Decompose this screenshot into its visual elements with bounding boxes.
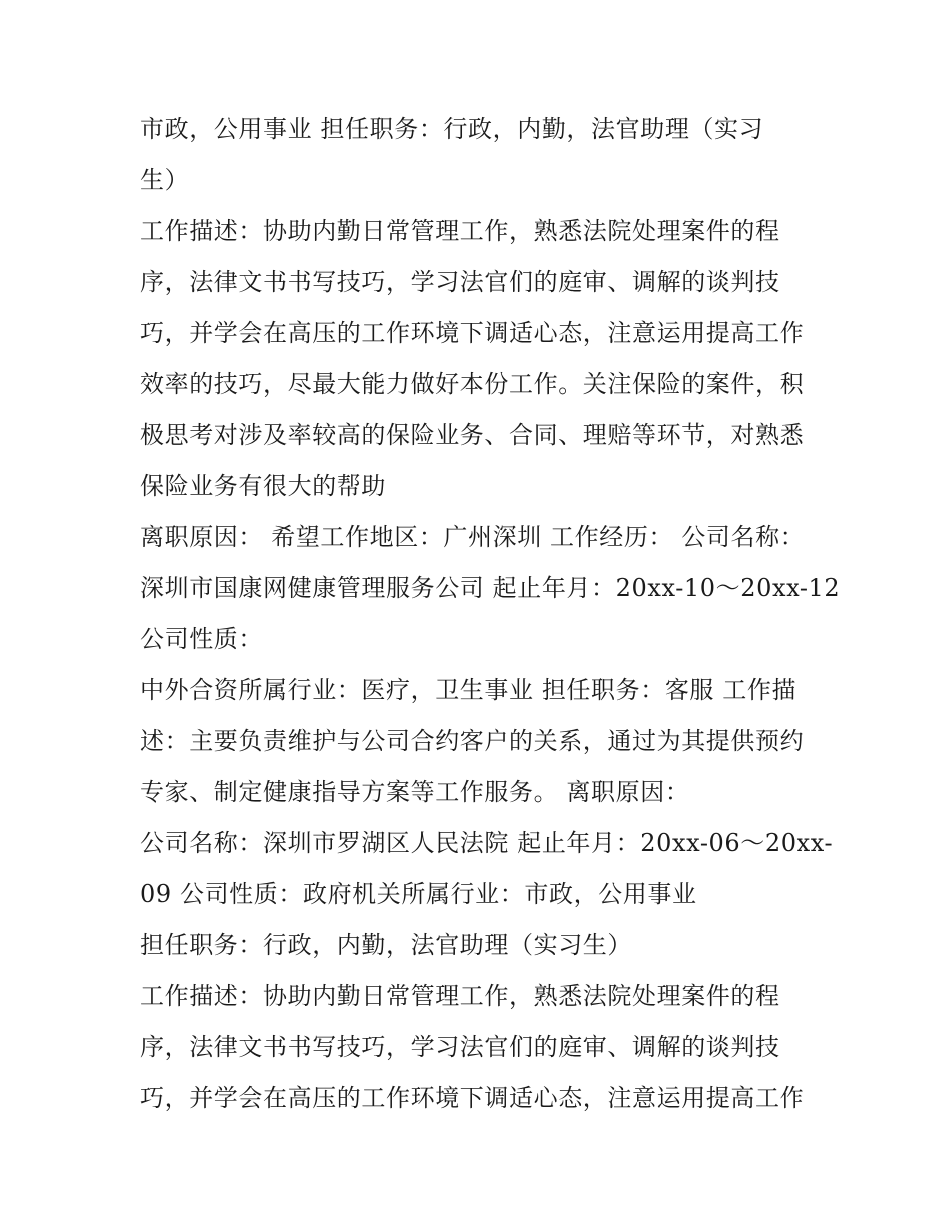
text-line: 序，法律文书书写技巧，学习法官们的庭审、调解的谈判技 [140,1033,780,1061]
text-line: 生） [140,166,190,194]
document-body [140,104,841,1124]
text-line: 极思考对涉及率较高的保险业务、合同、理赔等环节，对熟悉 [140,421,805,449]
text-line: 工作描述：协助内勤日常管理工作，熟悉法院处理案件的程 [140,982,780,1010]
text-line: 巧，并学会在高压的工作环境下调适心态，注意运用提高工作 [140,1084,805,1112]
text-line: 担任职务：行政，内勤，法官助理（实习生） [140,931,632,959]
text-line: 工作描述：协助内勤日常管理工作，熟悉法院处理案件的程 [140,217,780,245]
text-line: 公司性质： [140,625,263,653]
text-line: 专家、制定健康指导方案等工作服务。 离职原因： [140,778,690,806]
text-line: 序，法律文书书写技巧，学习法官们的庭审、调解的谈判技 [140,268,780,296]
text-line: 中外合资所属行业：医疗，卫生事业 担任职务：客服 工作描 [140,676,797,704]
text-line: 09 公司性质：政府机关所属行业：市政，公用事业 [140,880,697,908]
text-line: 离职原因： 希望工作地区：广州深圳 工作经历： 公司名称： [140,523,805,551]
text-line: 保险业务有很大的帮助 [140,472,386,500]
text-line: 述：主要负责维护与公司合约客户的关系，通过为其提供预约 [140,727,805,755]
text-line: 效率的技巧，尽最大能力做好本份工作。关注保险的案件，积 [140,370,805,398]
text-line: 巧，并学会在高压的工作环境下调适心态，注意运用提高工作 [140,319,805,347]
text-line: 公司名称：深圳市罗湖区人民法院 起止年月：20xx-06～20xx- [140,829,834,857]
text-line: 深圳市国康网健康管理服务公司 起止年月：20xx-10～20xx-12 [140,574,841,602]
text-line: 市政，公用事业 担任职务：行政，内勤，法官助理（实习 [140,115,764,143]
